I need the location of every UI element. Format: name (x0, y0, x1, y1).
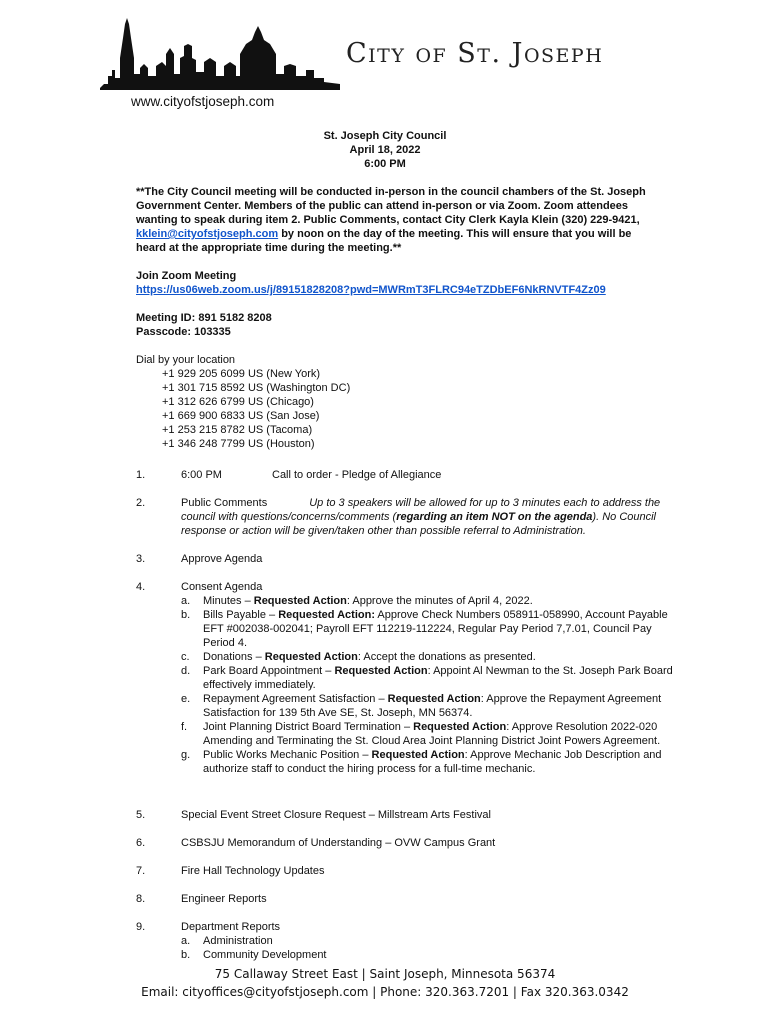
subitem-text (203, 720, 673, 748)
clerk-email-link[interactable]: kklein@cityofstjoseph.com (136, 228, 279, 240)
zoom-meeting-id: Meeting ID: 891 5182 8208 (136, 312, 272, 324)
zoom-url-link[interactable]: https://us06web.zoom.us/j/89151828208?pwd=MWRmT3FLRC94eTZDbEF6NkRNVTF4Zz09 (136, 284, 606, 296)
subitem-pre: Bills Payable – (203, 609, 279, 621)
meeting-date: April 18, 2022 (349, 144, 421, 156)
subitem-text: Administration (203, 935, 273, 947)
item-note-emphasis: regarding an item NOT on the agenda (396, 511, 593, 523)
subitem-letter: a. (181, 595, 191, 607)
subitem-post: : Approve the minutes of April 4, 2022. (346, 595, 533, 607)
dial-number: +1 346 248 7799 US (Houston) (162, 438, 315, 450)
subitem-pre: Repayment Agreement Satisfaction – (203, 693, 388, 705)
subitem-pre: Park Board Appointment – (203, 665, 335, 677)
subitem-action: Requested Action (387, 693, 481, 705)
zoom-passcode: Passcode: 103335 (136, 326, 231, 338)
item-number: 9. (136, 921, 146, 933)
subitem-pre: Public Works Mechanic Position – (203, 749, 372, 761)
subitem-letter: d. (181, 665, 191, 677)
item-number: 4. (136, 581, 146, 593)
item-content (181, 920, 681, 962)
meeting-notice (136, 185, 646, 255)
item-content (181, 496, 684, 538)
subitem-text (203, 594, 673, 608)
zoom-join-label: Join Zoom Meeting (136, 270, 237, 282)
footer-contact: Email: cityoffices@cityofstjoseph.com | Phone: 320.363.7201 | Fax 320.363.0342 (141, 985, 629, 999)
consent-subitem (181, 748, 681, 776)
item-title: Public Comments (181, 497, 268, 509)
subitem-post: : Appoint Al Newman to the St. Joseph Park Board effectively immediately. (203, 665, 673, 691)
dial-number: +1 253 215 8782 US (Tacoma) (162, 424, 313, 436)
dial-number: +1 669 900 6833 US (San Jose) (162, 410, 320, 422)
item-content (181, 580, 681, 776)
subitem-text (203, 692, 673, 720)
subitem-text (203, 748, 673, 776)
item-time: 6:00 PM (181, 469, 222, 481)
subitem-text (203, 664, 673, 692)
subitem-pre: Minutes – (203, 595, 254, 607)
city-skyline-logo (100, 18, 340, 90)
subitem-letter: e. (181, 693, 191, 705)
item-text: Special Event Street Closure Request – Millstream Arts Festival (181, 809, 491, 821)
consent-subitem (181, 720, 681, 748)
item-text: CSBSJU Memorandum of Understanding – OVW Campus Grant (181, 837, 496, 849)
notice-text: **The City Council meeting will be conducted in-person in the council chambers of the St. Joseph Government Center. Members of the public can attend in-person or via Zoom. Zoom attendees wanting to speak during item 2. Public Comments, contact City Clerk Kayla Klein (320) 229-9421, (136, 186, 646, 226)
subitem-pre: Joint Planning District Board Termination – (203, 721, 414, 733)
item-number: 2. (136, 497, 146, 509)
meeting-header (0, 129, 770, 171)
subitem-letter: b. (181, 949, 191, 961)
subitem-letter: b. (181, 609, 191, 621)
subitem-text: Community Development (203, 949, 327, 961)
item-note-end: ). No Council response or action will be given/taken other than possible referral to Administration. (181, 511, 656, 537)
item-number: 1. (136, 469, 146, 481)
city-title: City of St. Joseph (346, 38, 604, 69)
item-note: Up to 3 speakers will be allowed for up to 3 minutes each to address the council with questions/concerns/comments ( (181, 497, 661, 523)
dial-number: +1 929 205 6099 US (New York) (162, 368, 321, 380)
subitem-action: Requested Action (264, 651, 358, 663)
dial-number-list (136, 367, 646, 451)
subitem-pre: Donations – (203, 651, 265, 663)
consent-subitem (181, 664, 681, 692)
subitem-action: Requested Action: (278, 609, 375, 621)
meeting-info (136, 185, 646, 451)
subitem-action: Requested Action (413, 721, 507, 733)
subitem-letter: a. (181, 935, 191, 947)
report-subitem (181, 934, 681, 948)
subitem-text (203, 608, 673, 650)
item-number: 8. (136, 893, 146, 905)
consent-subitem (181, 594, 681, 608)
item-number: 3. (136, 553, 146, 565)
item-number: 7. (136, 865, 146, 877)
subitem-text (203, 650, 673, 664)
subitem-letter: g. (181, 749, 191, 761)
subitem-letter: c. (181, 651, 190, 663)
dial-number: +1 301 715 8592 US (Washington DC) (162, 382, 351, 394)
subitem-post: : Approve Mechanic Job Description and authorize staff to conduct the hiring process for a full-time mechanic. (203, 749, 662, 775)
website-link[interactable]: www.cityofstjoseph.com (131, 94, 275, 109)
item-text: Approve Agenda (181, 553, 263, 565)
item-text: Call to order - Pledge of Allegiance (272, 469, 442, 481)
footer-address: 75 Callaway Street East | Saint Joseph, Minnesota 56374 (214, 967, 556, 981)
subitem-post: : Approve Resolution 2022-020 Amending and Terminating the St. Cloud Area Joint Planning District Joint Powers Agreement. (203, 721, 661, 747)
item-content (181, 468, 681, 482)
report-subitem (181, 948, 681, 962)
subitem-letter: f. (181, 721, 188, 733)
subitem-post: : Accept the donations as presented. (357, 651, 536, 663)
consent-subitem (181, 608, 681, 650)
item-text: Department Reports (181, 921, 281, 933)
subitem-action: Requested Action (371, 749, 465, 761)
subitem-action: Requested Action (334, 665, 428, 677)
dial-number: +1 312 626 6799 US (Chicago) (162, 396, 314, 408)
item-text: Consent Agenda (181, 581, 263, 593)
consent-subitem (181, 692, 681, 720)
consent-sublist (181, 594, 681, 776)
consent-subitem (181, 650, 681, 664)
subitem-post: Approve Check Numbers 058911-058990, Account Payable EFT #002038-002041; Payroll EFT 112219-112224, Regular Pay Period 7,7.01, Council Pay Period 4. (203, 609, 668, 649)
item-number: 6. (136, 837, 146, 849)
item-text: Engineer Reports (181, 893, 267, 905)
notice-text-end: by noon on the day of the meeting. This will ensure that you will be heard at the appropriate time during the meeting.** (136, 228, 632, 254)
item-number: 5. (136, 809, 146, 821)
meeting-name: St. Joseph City Council (323, 130, 447, 142)
subitem-action: Requested Action (253, 595, 347, 607)
item-text: Fire Hall Technology Updates (181, 865, 325, 877)
dial-label: Dial by your location (136, 354, 236, 366)
meeting-time: 6:00 PM (364, 158, 406, 170)
subitem-post: : Approve the Repayment Agreement Satisfaction for 139 5th Ave SE, St. Joseph, MN 56374. (203, 693, 662, 719)
